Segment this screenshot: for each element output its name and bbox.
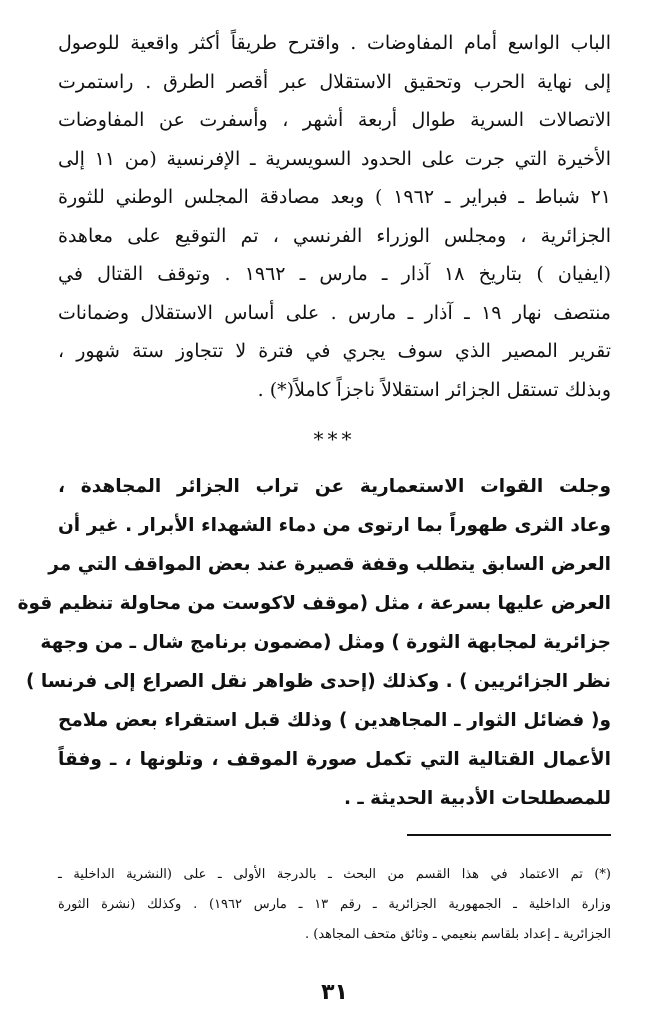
footnote-line: الجزائرية ـ إعداد بلقاسم بنعيمي ـ وثائق متحف المجاهد) . — [305, 927, 611, 942]
text-line: وبذلك تستقل الجزائر استقلالاً ناجزاً كاملاً(*) . — [257, 378, 611, 401]
text-line: جزائرية لمجابهة الثورة ) ومثل (مضمون برنامج شال ـ من وجهة — [40, 632, 611, 653]
text-line: إلى نهاية الحرب وتحقيق الاستقلال عبر أقصر الطرق . راستمرت — [58, 70, 611, 93]
text-line: الأعمال القتالية التي تكمل صورة الموقف ، وتلونها ، ـ وفقاً — [58, 749, 611, 770]
footnote-divider — [407, 834, 611, 836]
text-line: و( فضائل الثوار ـ المجاهدين ) وذلك قبل استقراء بعض ملامح — [58, 710, 611, 731]
text-line: منتصف نهار ١٩ ـ آذار ـ مارس . على أساس الاستقلال وضمانات — [58, 301, 611, 324]
text-line: الباب الواسع أمام المفاوضات . واقترح طريقاً أكثر واقعية للوصول — [58, 32, 611, 54]
text-line: (ايفيان ) بتاريخ ١٨ آذار ـ مارس ـ ١٩٦٢ . وتوقف القتال في — [58, 263, 612, 285]
text-line: وجلت القوات الاستعمارية عن تراب الجزائر المجاهدة ، — [58, 476, 611, 497]
text-line: نظر الجزائريين ) . وكذلك (إحدى ظواهر نقل الصراع إلى فرنسا ) — [25, 671, 611, 692]
paragraph-negotiations — [58, 24, 611, 409]
paragraph-withdrawal — [17, 467, 611, 818]
text-line: تقرير المصير الذي سوف يجري في فترة لا تتجاوز ستة شهور ، — [58, 340, 611, 362]
footnote-line: وزارة الداخلية ـ الجمهورية الجزائرية ـ رقم ١٣ ـ مارس ١٩٦٢) . وكذلك (نشرة الثورة — [58, 897, 611, 912]
footnote-line: (*) تم الاعتماد في هذا القسم من البحث ـ بالدرجة الأولى ـ على (النشرية الداخلية ـ — [58, 867, 611, 882]
text-line: ٢١ شباط ـ فبراير ـ ١٩٦٢ ) وبعد مصادقة المجلس الوطني للثورة — [58, 186, 611, 208]
text-line: الأخيرة التي جرت على الحدود السويسرية ـ الإفرنسية (من ١١ إلى — [58, 147, 611, 170]
text-line: وعاد الثرى طهوراً بما ارتوى من دماء الشهداء الأبرار . غير أن — [58, 515, 611, 536]
text-line: العرض السابق يتطلب وقفة قصيرة عند بعض المواقف التي مر — [48, 554, 611, 575]
footnote — [58, 860, 611, 950]
section-separator: *** — [313, 427, 356, 451]
text-line: العرض عليها بسرعة ، مثل (موقف لاكوست من محاولة تنظيم قوة — [17, 593, 611, 614]
text-line: للمصطلحات الأدبية الحديثة ـ . — [343, 788, 611, 809]
page-number: ٣١ — [321, 980, 348, 1005]
text-line: الاتصالات السرية طوال أربعة أشهر ، وأسفرت عن المفاوضات — [58, 109, 611, 131]
text-line: الجزائرية ، ومجلس الوزراء الفرنسي ، تم التوقيع على معاهدة — [58, 224, 611, 247]
